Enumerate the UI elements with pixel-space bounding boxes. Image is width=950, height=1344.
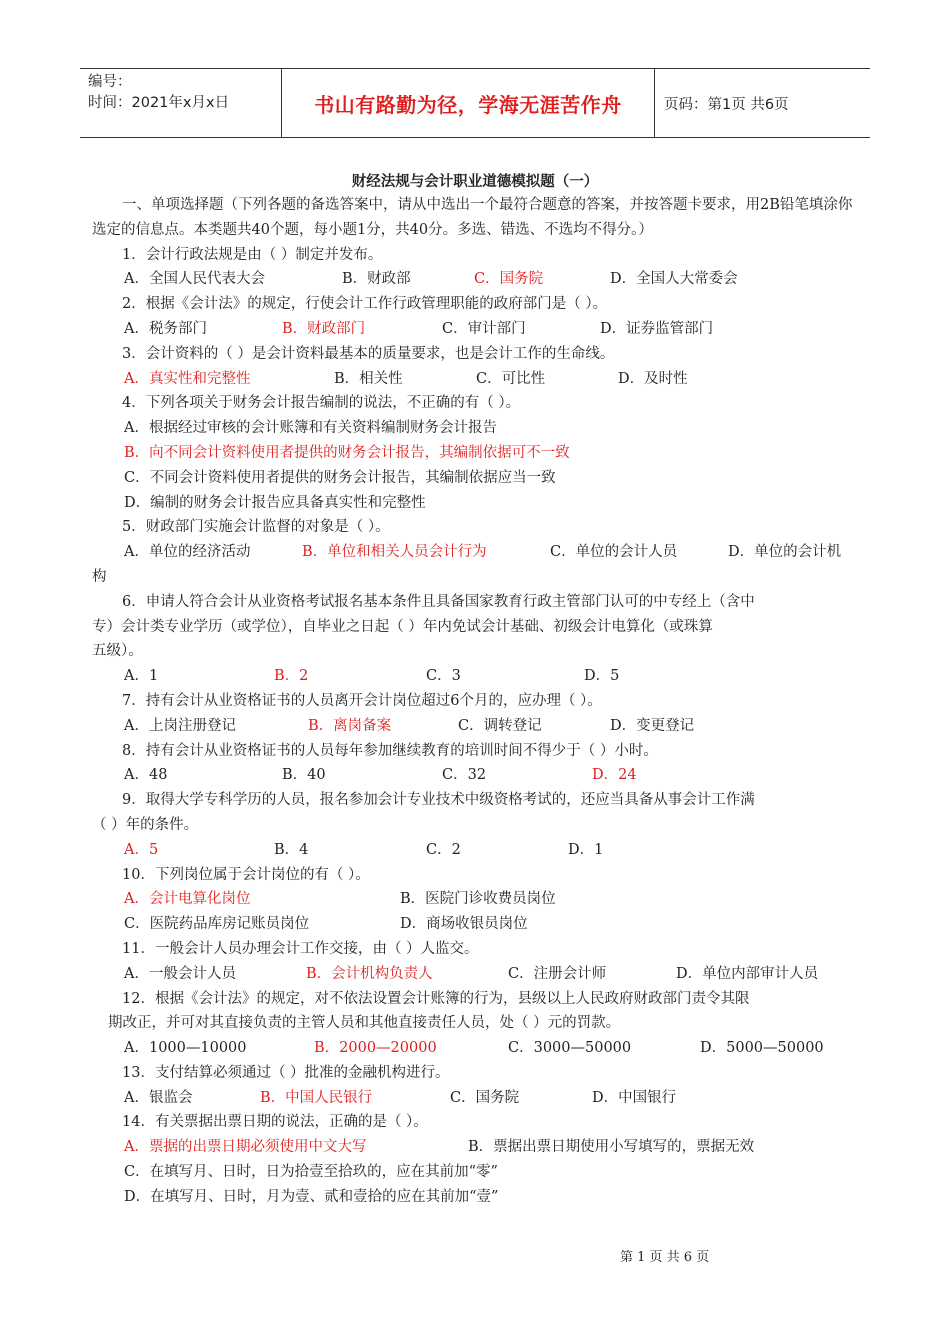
option-d: D．证券监管部门 bbox=[600, 320, 714, 337]
option-b: B．相关性 bbox=[334, 370, 403, 387]
option-b-answer: B．2000—20000 bbox=[314, 1040, 437, 1057]
option-a-answer: A．会计电算化岗位 bbox=[124, 891, 251, 908]
question-12: 12．根据《会计法》的规定，对不依法设置会计账簿的行为，县级以上人民政府财政部门责令其限 bbox=[122, 990, 750, 1007]
question-7: 7．持有会计从业资格证书的人员离开会计岗位超过6个月的，应办理（ ）。 bbox=[122, 692, 602, 709]
option-c: C．3 bbox=[426, 668, 461, 685]
option-a-answer: A．真实性和完整性 bbox=[124, 370, 251, 387]
option-b-answer: B．单位和相关人员会计行为 bbox=[302, 544, 487, 561]
option-c: C．注册会计师 bbox=[508, 965, 607, 982]
options-1 bbox=[92, 267, 862, 292]
option-d: D．在填写月、日时，月为壹、贰和壹拾的应在其前加“壹” bbox=[124, 1188, 499, 1205]
option-c: C．32 bbox=[442, 767, 487, 784]
option-a: A．银监会 bbox=[124, 1089, 193, 1106]
options-11 bbox=[92, 962, 862, 987]
option-a: A．全国人民代表大会 bbox=[124, 271, 265, 288]
options-13 bbox=[92, 1086, 862, 1111]
question-8: 8．持有会计从业资格证书的人员每年参加继续教育的培训时间不得少于（ ）小时。 bbox=[122, 742, 658, 759]
option-b: B．40 bbox=[282, 767, 326, 784]
option-c: C．调转登记 bbox=[458, 717, 542, 734]
option-b: B．票据出票日期使用小写填写的，票据无效 bbox=[468, 1139, 755, 1156]
option-a: A．上岗注册登记 bbox=[124, 717, 236, 734]
options-6 bbox=[92, 664, 862, 689]
question-12-line2: 期改正，并可对其直接负责的主管人员和其他直接责任人员，处（ ）元的罚款。 bbox=[108, 1015, 621, 1032]
option-d-continued: 构 bbox=[92, 568, 107, 585]
question-11: 11．一般会计人员办理会计工作交接，由（ ）人监交。 bbox=[122, 940, 479, 957]
option-a: A．1000—10000 bbox=[124, 1040, 247, 1057]
motto: 书山有路勤为径，学海无涯苦作舟 bbox=[282, 69, 655, 137]
option-b: B．医院门诊收费员岗位 bbox=[400, 891, 556, 908]
option-b-answer: B．2 bbox=[274, 668, 309, 685]
option-d: D．5000—50000 bbox=[700, 1040, 824, 1057]
question-3: 3．会计资料的（ ）是会计资料最基本的质量要求，也是会计工作的生命线。 bbox=[122, 345, 615, 362]
option-d: D．单位内部审计人员 bbox=[676, 965, 819, 982]
option-d: D．5 bbox=[584, 668, 620, 685]
section-intro: 一、单项选择题（下列各题的备选答案中，请从中选出一个最符合题意的答案，并按答题卡要求，用2B铅笔填涂你选定的信息点。本类题共40个题，每小题1分，共40分。多选、错选、不选均不得分。） bbox=[92, 197, 853, 238]
option-c: C．国务院 bbox=[450, 1089, 520, 1106]
option-b-answer: B．会计机构负责人 bbox=[306, 965, 433, 982]
question-9-line2: （ ）年的条件。 bbox=[92, 816, 199, 833]
option-c: C．可比性 bbox=[476, 370, 546, 387]
document-title: 财经法规与会计职业道德模拟题（一） bbox=[351, 174, 599, 190]
option-d: D．1 bbox=[568, 841, 604, 858]
option-c-answer: C．国务院 bbox=[474, 271, 544, 288]
page-header bbox=[80, 68, 870, 138]
option-b-answer: B．中国人民银行 bbox=[260, 1089, 373, 1106]
option-a: A．1 bbox=[124, 668, 159, 685]
options-8 bbox=[92, 763, 862, 788]
options-5 bbox=[92, 540, 862, 565]
question-4: 4．下列各项关于财务会计报告编制的说法，不正确的有（ ）。 bbox=[122, 395, 521, 412]
question-6-line3: 五级）。 bbox=[92, 643, 143, 660]
option-b-answer: B．财政部门 bbox=[282, 320, 366, 337]
option-c: C．不同会计资料使用者提供的财务会计报告，其编制依据应当一致 bbox=[124, 469, 556, 486]
options-14-ab bbox=[92, 1135, 862, 1160]
question-2: 2．根据《会计法》的规定，行使会计工作行政管理职能的政府部门是（ ）。 bbox=[122, 296, 608, 313]
option-a: A．根据经过审核的会计账簿和有关资料编制财务会计报告 bbox=[124, 420, 497, 437]
question-14: 14．有关票据出票日期的说法，正确的是（ ）。 bbox=[122, 1114, 428, 1131]
option-d: D．及时性 bbox=[618, 370, 688, 387]
option-a: A．48 bbox=[124, 767, 168, 784]
option-c: C．2 bbox=[426, 841, 461, 858]
time-label: 时间：2021年x月x日 bbox=[88, 95, 230, 111]
option-a: A．单位的经济活动 bbox=[124, 544, 251, 561]
option-d: D．编制的财务会计报告应具备真实性和完整性 bbox=[124, 494, 426, 511]
options-2 bbox=[92, 317, 862, 342]
option-b-answer: B．向不同会计资料使用者提供的财务会计报告，其编制依据可不一致 bbox=[124, 444, 570, 461]
option-b: B．4 bbox=[274, 841, 309, 858]
options-7 bbox=[92, 714, 862, 739]
option-a-answer: A．5 bbox=[124, 841, 159, 858]
question-10: 10．下列岗位属于会计岗位的有（ ）。 bbox=[122, 866, 370, 883]
page-footer: 第 1 页 共 6 页 bbox=[620, 1250, 710, 1265]
option-c: C．医院药品库房记账员岗位 bbox=[124, 916, 310, 933]
option-d: D．变更登记 bbox=[610, 717, 695, 734]
option-d: D．中国银行 bbox=[592, 1089, 677, 1106]
option-d: D．全国人大常委会 bbox=[610, 271, 738, 288]
option-d: D．单位的会计机 bbox=[728, 544, 842, 561]
question-list bbox=[92, 193, 862, 1210]
option-c: C．单位的会计人员 bbox=[550, 544, 678, 561]
options-9 bbox=[92, 838, 862, 863]
number-label: 编号： bbox=[88, 74, 132, 90]
options-12 bbox=[92, 1036, 862, 1061]
question-9: 9．取得大学专科学历的人员，报名参加会计专业技术中级资格考试的，还应当具备从事会计工作满 bbox=[122, 792, 755, 809]
option-a: A．一般会计人员 bbox=[124, 965, 236, 982]
question-6-line2: 专）会计类专业学历（或学位），自毕业之日起（ ）年内免试会计基础、初级会计电算化（或珠算 bbox=[92, 618, 713, 635]
question-13: 13．支付结算必须通过（ ）批准的金融机构进行。 bbox=[122, 1064, 450, 1081]
option-b-answer: B．离岗备案 bbox=[308, 717, 392, 734]
option-a-answer: A．票据的出票日期必须使用中文大写 bbox=[124, 1139, 367, 1156]
option-d-answer: D．24 bbox=[592, 767, 637, 784]
page-label: 页码：第1页 共6页 bbox=[664, 96, 789, 113]
option-d: D．商场收银员岗位 bbox=[400, 916, 528, 933]
options-10-ab bbox=[92, 887, 862, 912]
question-5: 5．财政部门实施会计监督的对象是（ ）。 bbox=[122, 519, 390, 536]
option-b: B．财政部 bbox=[342, 271, 411, 288]
option-a: A．税务部门 bbox=[124, 320, 207, 337]
option-c: C．在填写月、日时，日为拾壹至拾玖的，应在其前加“零” bbox=[124, 1164, 498, 1181]
option-c: C．3000—50000 bbox=[508, 1040, 632, 1057]
question-1: 1．会计行政法规是由（ ）制定并发布。 bbox=[122, 246, 383, 263]
question-6: 6．申请人符合会计从业资格考试报名基本条件且具备国家教育行政主管部门认可的中专经上（含中 bbox=[122, 593, 755, 610]
options-3 bbox=[92, 367, 862, 392]
options-10-cd bbox=[92, 912, 862, 937]
header-meta bbox=[80, 69, 282, 137]
option-c: C．审计部门 bbox=[442, 320, 526, 337]
